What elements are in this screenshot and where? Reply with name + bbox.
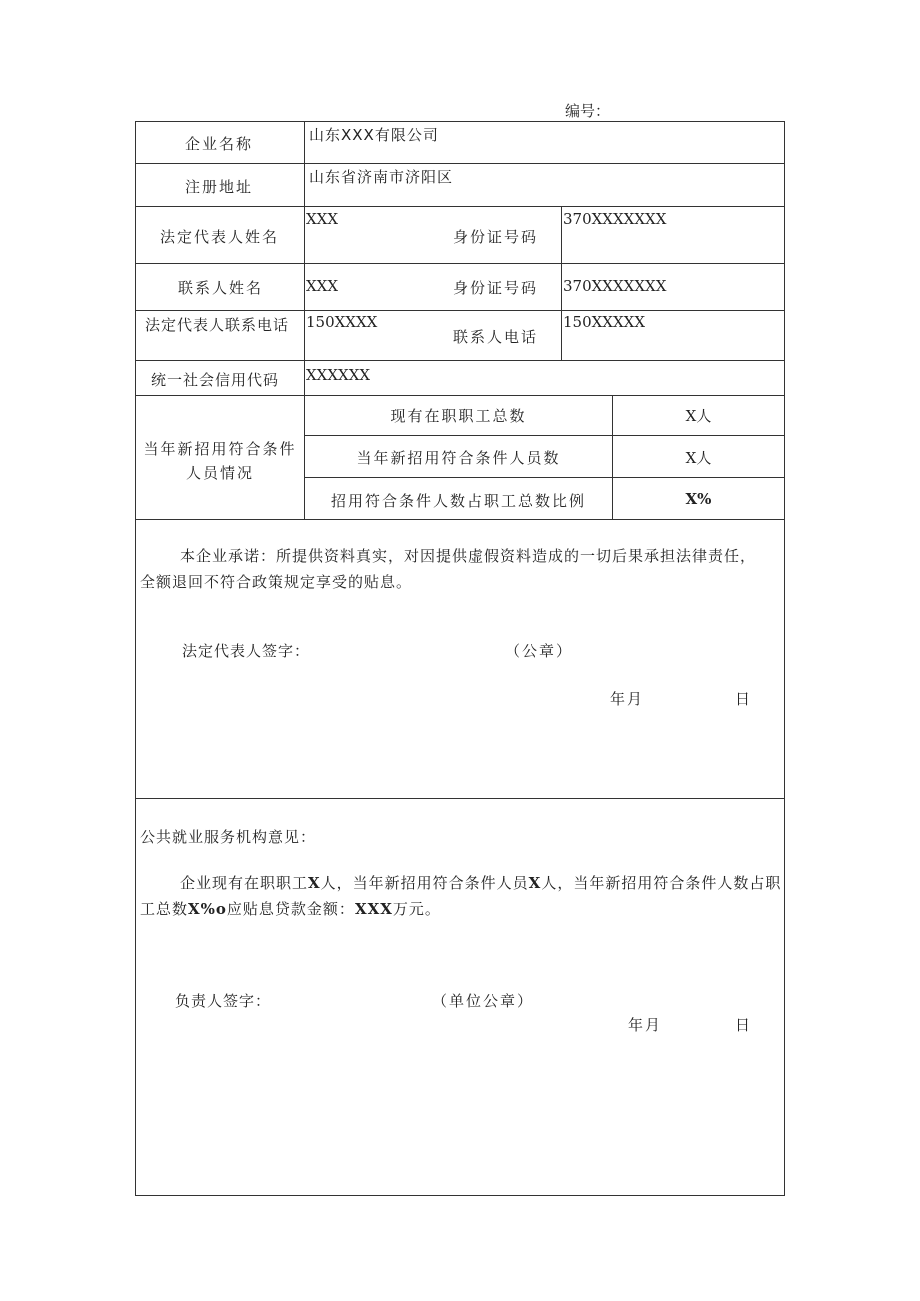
- opinion-text-part4: 应贴息贷款金额：: [226, 900, 355, 918]
- registered-address-value: 山东省济南市济阳区: [309, 168, 454, 186]
- new-hires-value: X人: [685, 449, 712, 467]
- company-name-value: 山东XXX有限公司: [309, 126, 439, 144]
- serial-number-label: 编号：: [565, 102, 611, 120]
- opinion-text-part2: 人，当年新招用符合条件人员: [320, 874, 529, 892]
- hiring-section-label-line1: 当年新招用符合条件: [143, 440, 297, 458]
- contact-name-value: XXX: [306, 277, 339, 295]
- commitment-text: 本企业承诺：所提供资料真实，对因提供虚假资料造成的一切后果承担法律责任，全额退回不符合政策规定享受的贴息。: [140, 547, 757, 591]
- legal-rep-phone-label: 法定代表人联系电话: [145, 316, 290, 334]
- new-hires-label: 当年新招用符合条件人员数: [356, 449, 561, 467]
- opinion-staff-count: X: [308, 874, 321, 892]
- opinion-new-hires: X: [528, 874, 542, 892]
- legal-rep-id-label: 身份证号码: [453, 228, 539, 246]
- opinion-text-part5: 万元。: [392, 900, 441, 918]
- contact-name-label: 联系人姓名: [178, 279, 264, 297]
- legal-rep-id-value: 370XXXXXXX: [563, 210, 667, 228]
- registered-address-label: 注册地址: [185, 178, 254, 196]
- opinion-title: 公共就业服务机构意见：: [140, 828, 317, 846]
- commitment-date-day: 日: [735, 690, 753, 708]
- hire-ratio-value: X%: [685, 490, 712, 508]
- responsible-signature-label: 负责人签字：: [175, 992, 272, 1010]
- legal-rep-phone-value: 150XXXX: [306, 313, 378, 331]
- company-name-label: 企业名称: [185, 135, 254, 153]
- legal-rep-name-value: XXX: [306, 210, 339, 228]
- contact-id-value: 370XXXXXXX: [563, 277, 667, 295]
- current-staff-value: X人: [685, 407, 712, 425]
- contact-id-label: 身份证号码: [453, 279, 539, 297]
- opinion-ratio: X%o: [188, 900, 227, 918]
- unit-seal-label: （单位公章）: [432, 992, 535, 1010]
- contact-phone-label: 联系人电话: [453, 328, 539, 346]
- legal-rep-name-label: 法定代表人姓名: [160, 228, 280, 246]
- legal-rep-signature-label: 法定代表人签字：: [182, 642, 311, 660]
- opinion-text-part1: 企业现有在职职工: [180, 874, 309, 892]
- company-seal-label: （公章）: [505, 642, 574, 660]
- hiring-section-label-line2: 人员情况: [185, 464, 254, 482]
- opinion-date-year-month: 年月: [628, 1016, 663, 1034]
- opinion-text-part3: 人，当年新招用符合条件人数占职工总数: [140, 874, 782, 918]
- credit-code-label: 统一社会信用代码: [151, 371, 280, 389]
- commitment-date-year-month: 年月: [610, 690, 645, 708]
- opinion-date-day: 日: [735, 1016, 753, 1034]
- hire-ratio-label: 招用符合条件人数占职工总数比例: [330, 492, 586, 510]
- contact-phone-value: 150XXXXX: [563, 313, 646, 331]
- opinion-amount: XXX: [354, 900, 393, 918]
- credit-code-value: XXXXXX: [306, 366, 371, 384]
- opinion-text: [140, 870, 785, 922]
- current-staff-label: 现有在职职工总数: [390, 407, 527, 425]
